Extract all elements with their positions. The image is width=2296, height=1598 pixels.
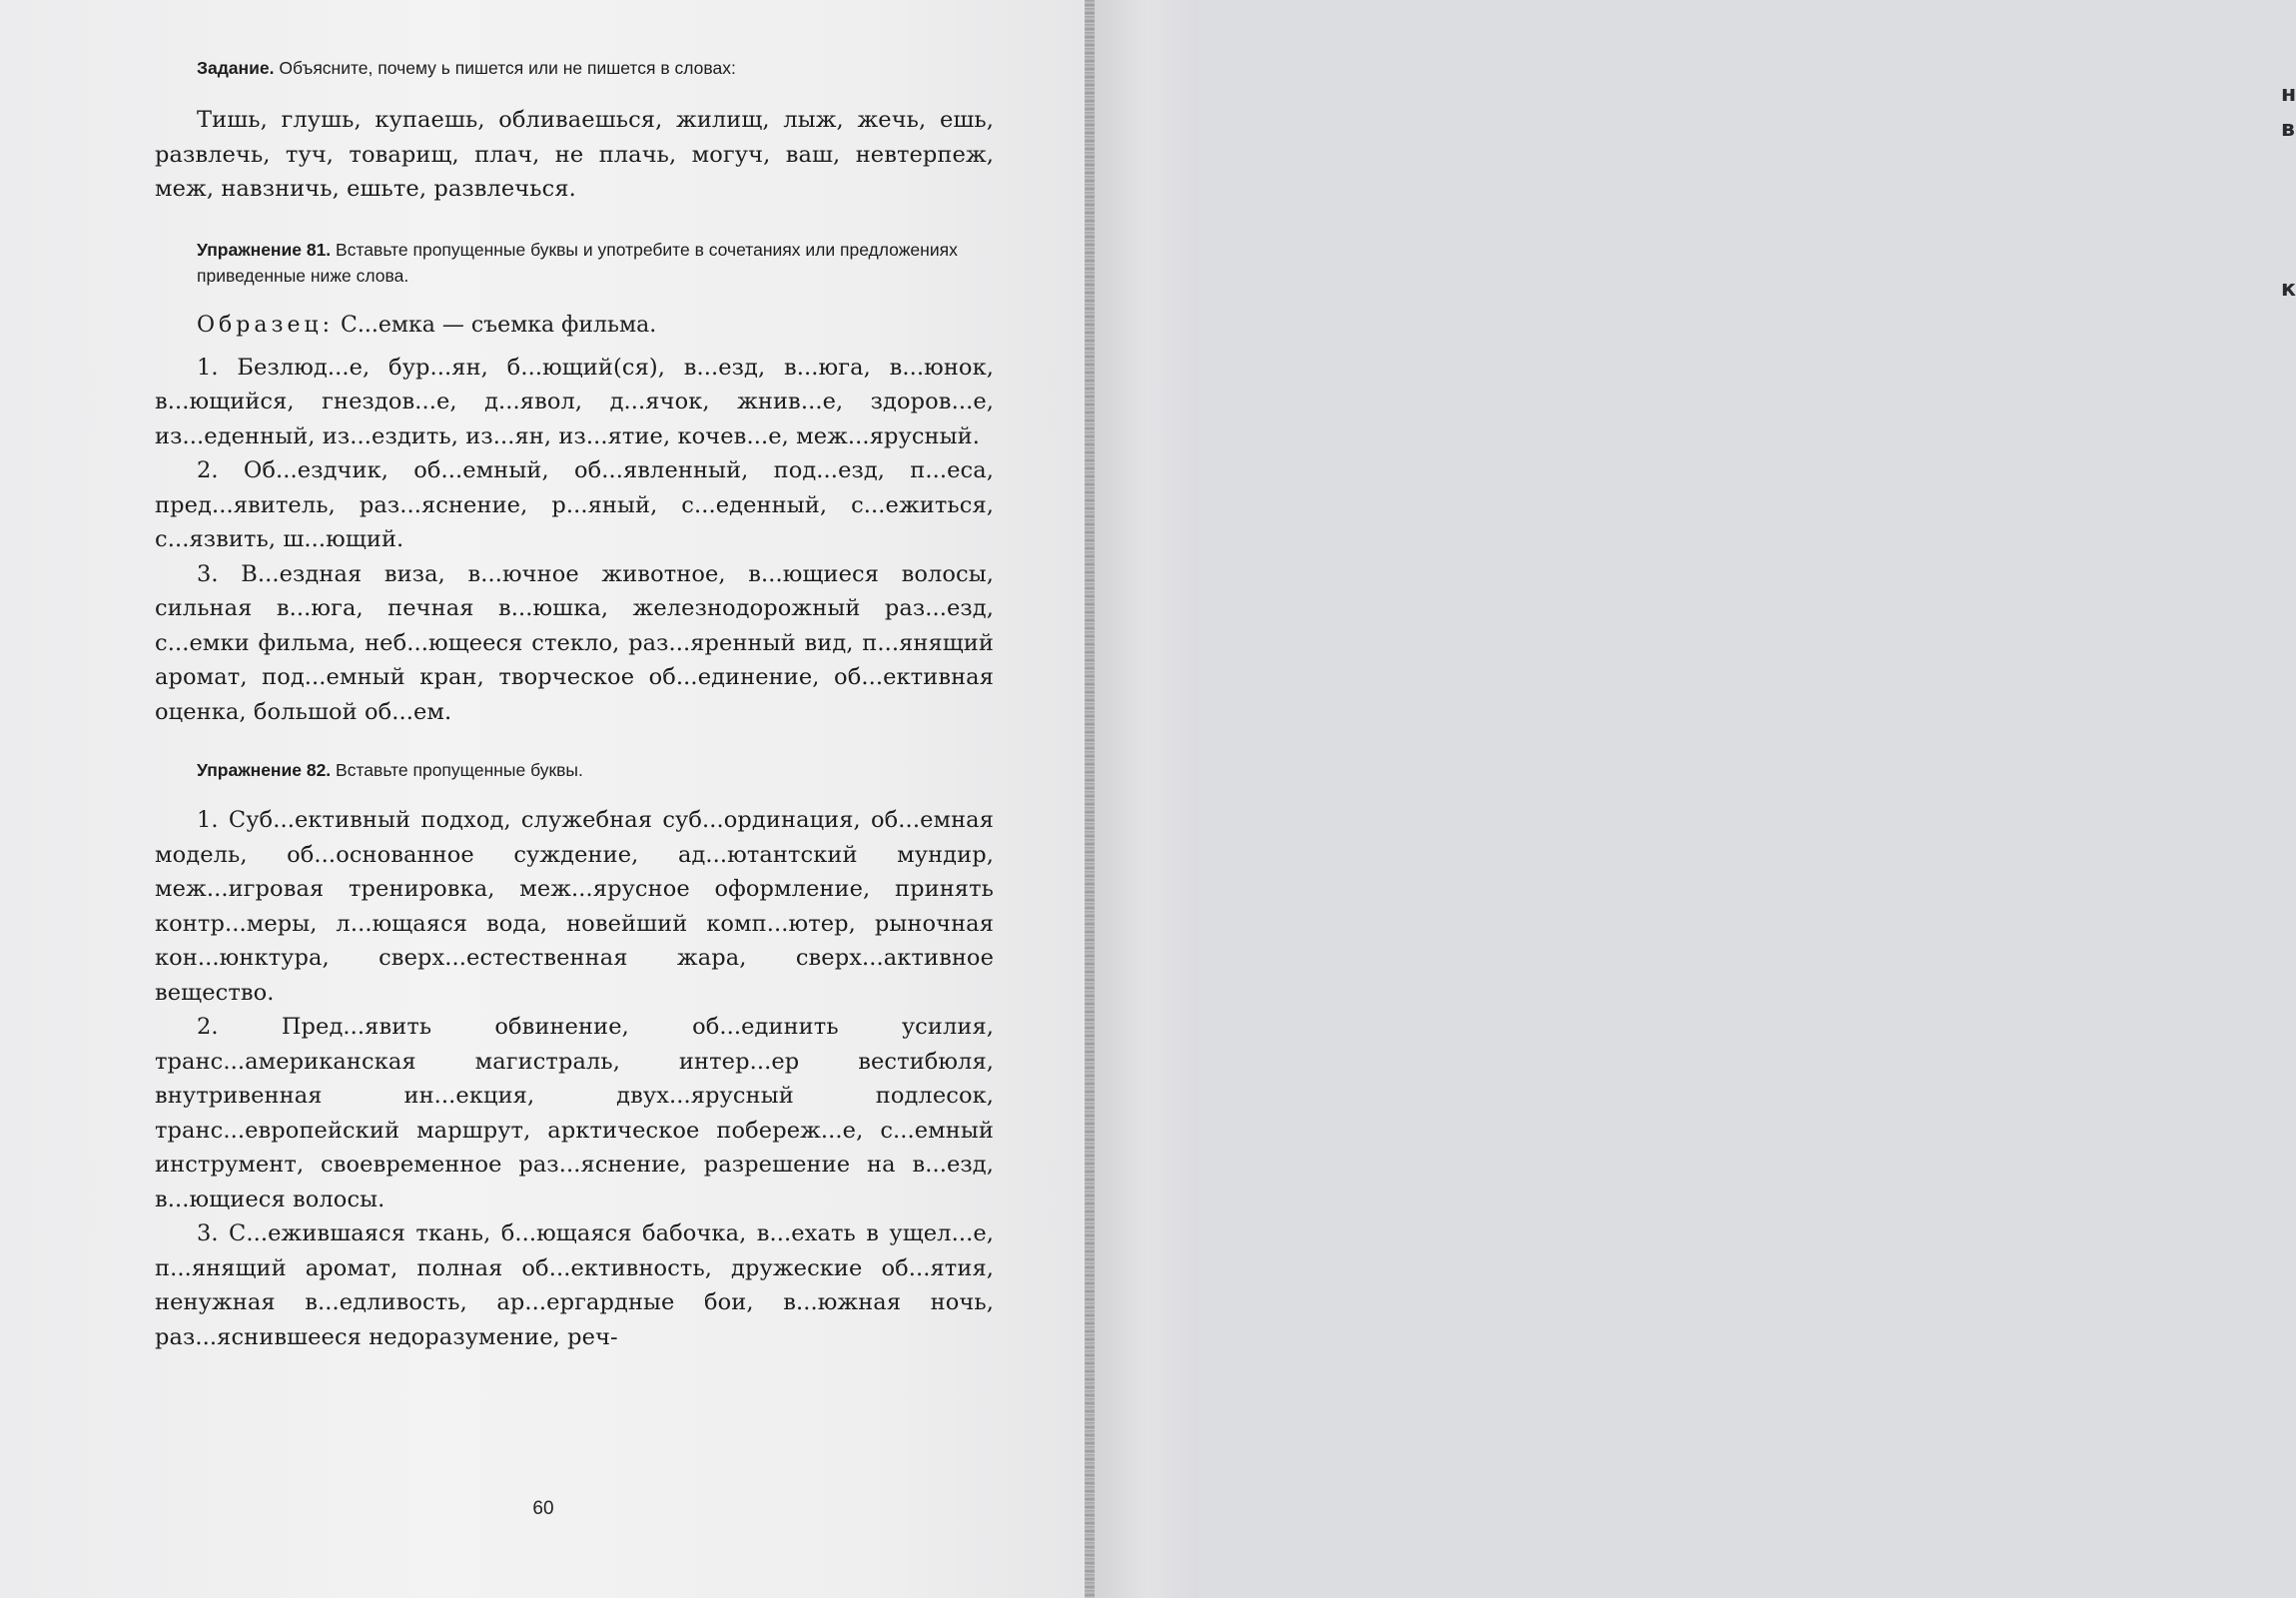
exercise-82-label: Упражнение 82. — [197, 760, 332, 780]
exercise-81-label: Упражнение 81. — [197, 239, 332, 260]
edge-char: в — [2281, 117, 2295, 142]
edge-char: к — [2281, 277, 2296, 302]
exercise-82-heading — [197, 757, 994, 783]
book-gutter — [1085, 0, 1095, 1598]
exercise-81-heading — [197, 237, 994, 289]
sample-text: С...емка — съемка фильма. — [334, 312, 657, 338]
task-label: Задание. — [197, 58, 275, 78]
exercise-82-item-3: 3. С...ежившаяся ткань, б...ющаяся бабочка, в...ехать в ущел...е, п...янящий аромат, полная об...ективность, дружеские об...ятия, ненужная в...едливость, ар...ергардные бои, в...южная ночь, раз...яснившееся недоразумение, реч- — [155, 1220, 994, 1350]
edge-char: н — [2281, 82, 2296, 107]
exercise-81-instruction: Вставьте пропущенные буквы и употребите в сочетаниях или предложениях приведенные ниже слова. — [197, 239, 958, 286]
task-heading — [197, 55, 994, 81]
exercise-81-item-1: 1. Безлюд...е, бур...ян, б...ющий(ся), в...езд, в...юга, в...юнок, в...ющийся, гнездов...е, д...явол, д...ячок, жнив...е, здоров...е, из...еденный, из...ездить, из...ян, из...ятие, кочев...е, меж...ярусный. — [155, 354, 994, 449]
page-number: 60 — [532, 1498, 554, 1519]
task-words: Тишь, глушь, купаешь, обливаешься, жилищ, лыж, жечь, ешь, развлечь, туч, товарищ, плач, не плачь, могуч, ваш, невтерпеж, меж, навзничь, ешьте, развлечься. — [155, 107, 994, 202]
exercise-81-item-2: 2. Об...ездчик, об...емный, об...явленный, под...езд, п...еса, пред...явитель, раз...яснение, р...яный, с...еденный, с...ежиться, с...язвить, ш...ющий. — [155, 457, 994, 552]
adjacent-page-edge — [1095, 0, 2296, 1598]
book-page — [0, 0, 1087, 1598]
exercise-81-item-3: 3. В...ездная виза, в...ючное животное, в...ющиеся волосы, сильная в...юга, печная в...юшка, железнодорожный раз...езд, с...емки фильма, неб...ющееся стекло, раз...яренный вид, п...янящий аромат, под...емный кран, творческое об...единение, об...ективная оценка, большой об...ем. — [155, 560, 994, 725]
page-content — [155, 55, 994, 1354]
sample-label: Образец: — [197, 312, 335, 338]
exercise-82-instruction: Вставьте пропущенные буквы. — [331, 760, 583, 780]
task-instruction: Объясните, почему ь пишется или не пишется в словах: — [274, 58, 736, 78]
exercise-82-item-1: 1. Суб...ективный подход, служебная суб...ординация, об...емная модель, об...основанное суждение, ад...ютантский мундир, меж...игровая тренировка, меж...ярусное оформление, принять контр...меры, л...ющаяся вода, новейший комп...ютер, рыночная кон...юнктура, сверх...естественная жара, сверх...активное вещество. — [155, 807, 994, 1006]
exercise-81-sample — [155, 309, 994, 343]
exercise-82-item-2: 2. Пред...явить обвинение, об...единить усилия, транс...американская магистраль, интер...ер вестибюля, внутривенная ин...екция, двух...ярусный подлесок, транс...европейский маршрут, арктическое побереж...е, с...емный инструмент, своевременное раз...яснение, разрешение на в...езд, в...ющиеся волосы. — [155, 1014, 994, 1212]
